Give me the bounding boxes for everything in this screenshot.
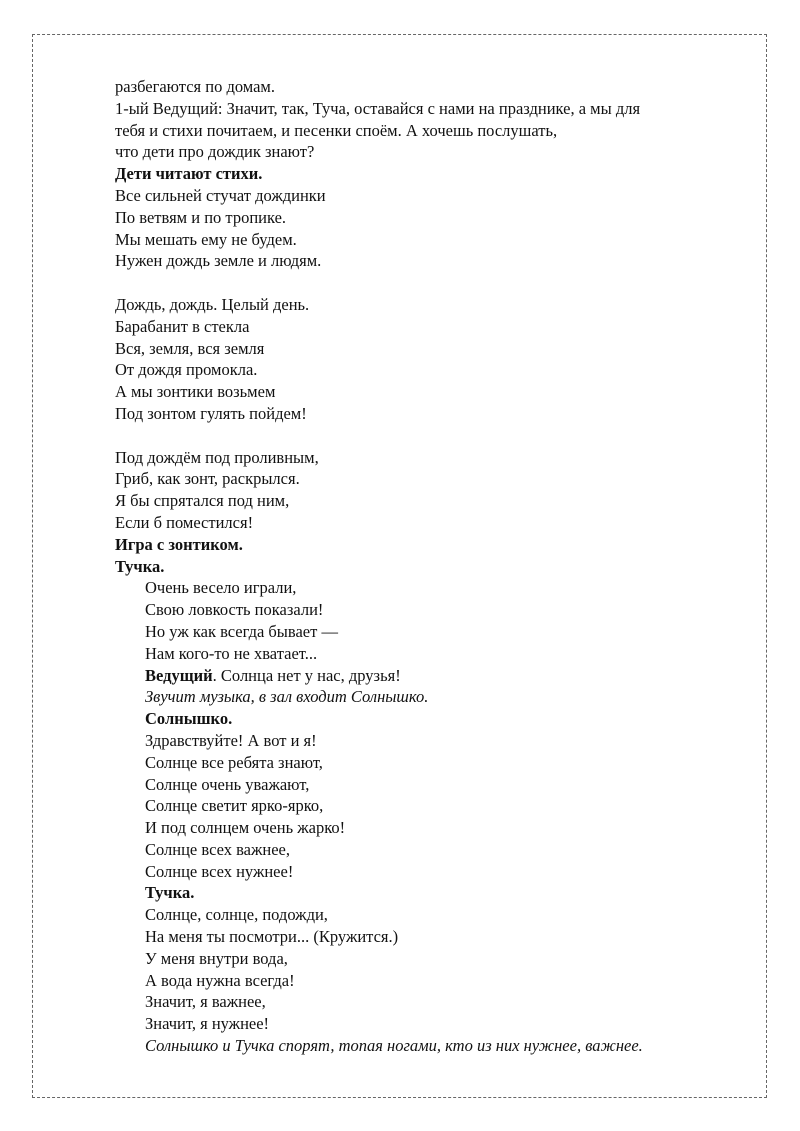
poem-line: Под зонтом гулять пойдем!	[115, 403, 307, 423]
stage-direction: Звучит музыка, в зал входит Солнышко.	[145, 687, 429, 707]
stage-heading: Дети читают стихи.	[115, 164, 263, 184]
stage-heading: Игра с зонтиком.	[115, 534, 243, 554]
blank-line	[115, 272, 755, 294]
poem-line: Очень весело играли,	[145, 578, 297, 598]
text-line: что дети про дождик знают?	[115, 142, 315, 162]
dialogue-line	[115, 665, 755, 687]
poem-line: Свою ловкость показали!	[145, 600, 324, 620]
poem-line: Но уж как всегда бывает —	[145, 621, 338, 641]
poem-line: Значит, я нужнее!	[145, 1014, 270, 1034]
stage-direction: Солнышко и Тучка спорят, топая ногами, кто из них нужнее, важнее.	[145, 1036, 643, 1056]
poem-line: Нам кого-то не хватает...	[145, 643, 318, 663]
poem-line: От дождя промокла.	[115, 360, 258, 380]
poem-line: Я бы спрятался под ним,	[115, 491, 290, 511]
poem-line: Нужен дождь земле и людям.	[115, 251, 322, 271]
poem-line: Значит, я важнее,	[145, 992, 266, 1012]
speaker-name: Ведущий	[145, 665, 213, 685]
poem-line: Солнце все ребята знают,	[145, 752, 323, 772]
dialogue-text: . Солнца нет у нас, друзья!	[212, 665, 401, 685]
speaker-heading: Солнышко.	[145, 709, 233, 729]
poem-line: Вся, земля, вся земля	[115, 338, 265, 358]
poem-line: И под солнцем очень жарко!	[145, 818, 346, 838]
poem-line: А вода нужна всегда!	[145, 970, 295, 990]
poem-line: Если б поместился!	[115, 512, 254, 532]
speaker-heading: Тучка.	[115, 556, 165, 576]
poem-line: У меня внутри вода,	[145, 948, 288, 968]
poem-line: Солнце всех нужнее!	[145, 861, 294, 881]
poem-line: Солнце очень уважают,	[145, 774, 310, 794]
text-line: тебя и стихи почитаем, и песенки споём. А хочешь послушать,	[115, 120, 558, 140]
poem-line: Мы мешать ему не будем.	[115, 229, 297, 249]
poem-line: Солнце, солнце, подожди,	[145, 905, 328, 925]
poem-line: Все сильней стучат дождинки	[115, 185, 326, 205]
speaker-heading: Тучка.	[145, 883, 195, 903]
blank-line	[115, 425, 755, 447]
poem-line: Дождь, дождь. Целый день.	[115, 294, 310, 314]
text-line: разбегаются по домам.	[115, 77, 275, 96]
poem-line: Здравствуйте! А вот и я!	[145, 730, 317, 750]
poem-line: А мы зонтики возьмем	[115, 382, 276, 402]
poem-line: Солнце светит ярко-ярко,	[145, 796, 324, 816]
poem-line: Под дождём под проливным,	[115, 447, 319, 467]
text-line: 1-ый Ведущий: Значит, так, Туча, оставайся с нами на празднике, а мы для	[115, 98, 641, 118]
poem-line: На меня ты посмотри... (Кружится.)	[145, 927, 399, 947]
poem-line: По ветвям и по тропике.	[115, 207, 287, 227]
document-text	[115, 76, 755, 1057]
poem-line: Гриб, как зонт, раскрылся.	[115, 469, 300, 489]
poem-line: Солнце всех важнее,	[145, 839, 290, 859]
poem-line: Барабанит в стекла	[115, 316, 250, 336]
